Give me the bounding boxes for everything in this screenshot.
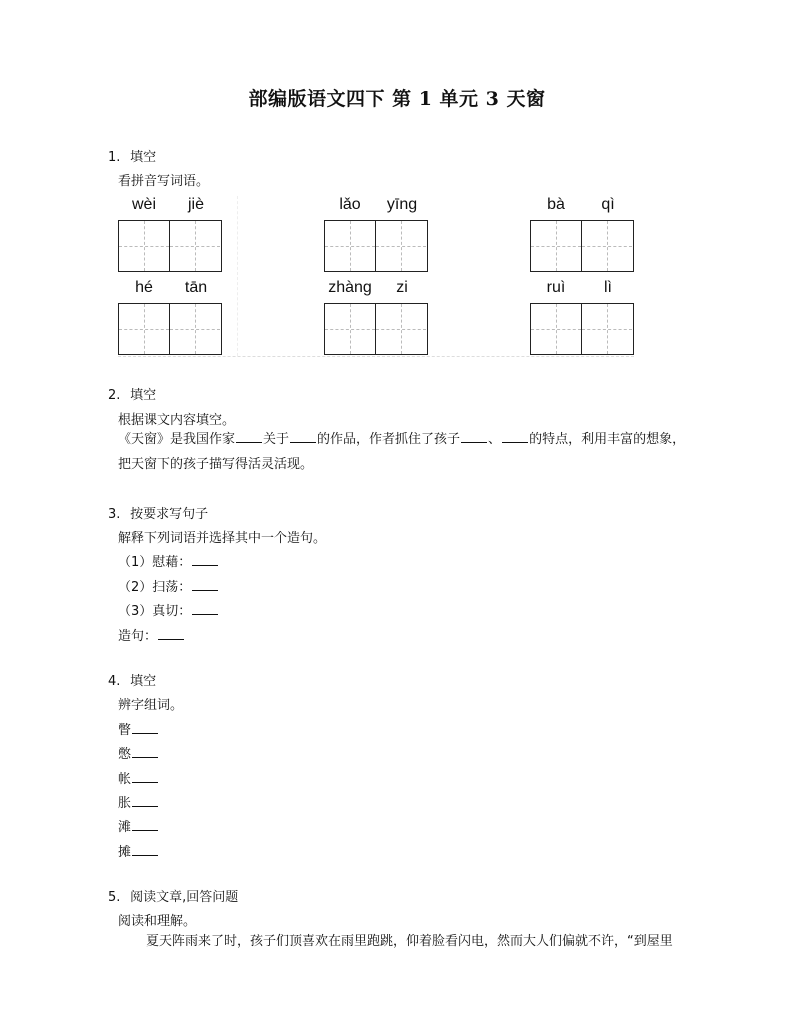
question-2-text: 《天窗》是我国作家 关于 的作品，作者抓住了孩子 、 的特点，利用丰富的想象， 把天窗下的孩子描写得活灵活现。 [118,427,728,477]
pinyin-syllable: yīng [386,196,418,213]
question-number: 3. [108,507,121,522]
pinyin-syllable: hé [135,279,153,296]
char-item: 摊 [118,841,159,860]
question-number: 4. [108,674,121,689]
writing-grid[interactable] [324,220,428,272]
question-3-sentence: 造句： [118,625,185,644]
question-5-header [108,886,238,905]
question-3-item-3: （3）真切： [118,600,219,619]
writing-grid[interactable] [118,220,222,272]
pinyin-syllable: lì [604,279,612,296]
answer-blank[interactable] [192,577,218,591]
answer-blank[interactable] [502,429,528,443]
char-item: 瞥 [118,719,159,738]
writing-grid[interactable] [118,303,222,355]
question-1-instruction: 看拼音写词语。 [118,174,210,189]
question-type: 填空 [130,674,157,689]
answer-blank[interactable] [132,842,158,856]
question-number: 2. [108,388,121,403]
pinyin-syllable: bà [547,196,565,213]
question-type: 阅读文章,回答问题 [130,890,239,905]
pinyin-syllable: tān [184,279,208,296]
char-item: 胀 [118,792,159,811]
pinyin-syllable: lǎo [339,196,361,213]
answer-blank[interactable] [290,429,316,443]
grid-guide-line [237,196,238,356]
writing-grid[interactable] [324,303,428,355]
answer-blank[interactable] [236,429,262,443]
question-2-header [108,384,156,403]
question-4-instruction: 辨字组词。 [118,698,184,713]
answer-blank[interactable] [192,552,218,566]
question-type: 按要求写句子 [130,507,209,522]
answer-blank[interactable] [461,429,487,443]
question-1-header [108,146,156,165]
pinyin-syllable: qì [601,196,615,213]
page-title: 部编版语文四下 第 1 单元 3 天窗 [248,88,546,110]
question-2-instruction: 根据课文内容填空。 [118,413,236,428]
answer-blank[interactable] [132,793,158,807]
answer-blank[interactable] [132,817,158,831]
answer-blank[interactable] [132,769,158,783]
grid-divider [118,356,634,357]
question-3-item-2: （2）扫荡： [118,576,219,595]
question-3-instruction: 解释下列词语并选择其中一个造句。 [118,531,327,546]
char-item: 憋 [118,743,159,762]
answer-blank[interactable] [132,744,158,758]
answer-blank[interactable] [192,601,218,615]
writing-grid[interactable] [530,220,634,272]
question-5-instruction: 阅读和理解。 [118,914,197,929]
question-4-header [108,670,156,689]
pinyin-syllable: zi [396,279,408,296]
pinyin-syllable: jiè [187,196,204,213]
question-number: 5. [108,890,121,905]
answer-blank[interactable] [132,720,158,734]
answer-blank[interactable] [158,626,184,640]
char-item: 滩 [118,816,159,835]
question-3-header [108,503,208,522]
pinyin-syllable: wèi [131,196,156,213]
question-type: 填空 [130,150,157,165]
writing-grid[interactable] [530,303,634,355]
question-type: 填空 [130,388,157,403]
char-item: 帐 [118,768,159,787]
pinyin-syllable: ruì [546,279,566,296]
question-number: 1. [108,150,121,165]
question-3-item-1: （1）慰藉： [118,551,219,570]
reading-passage: 夏天阵雨来了时，孩子们顶喜欢在雨里跑跳，仰着脸看闪电，然而大人们偏就不许，“到屋里 [146,934,673,949]
pinyin-syllable: zhàng [328,279,372,296]
